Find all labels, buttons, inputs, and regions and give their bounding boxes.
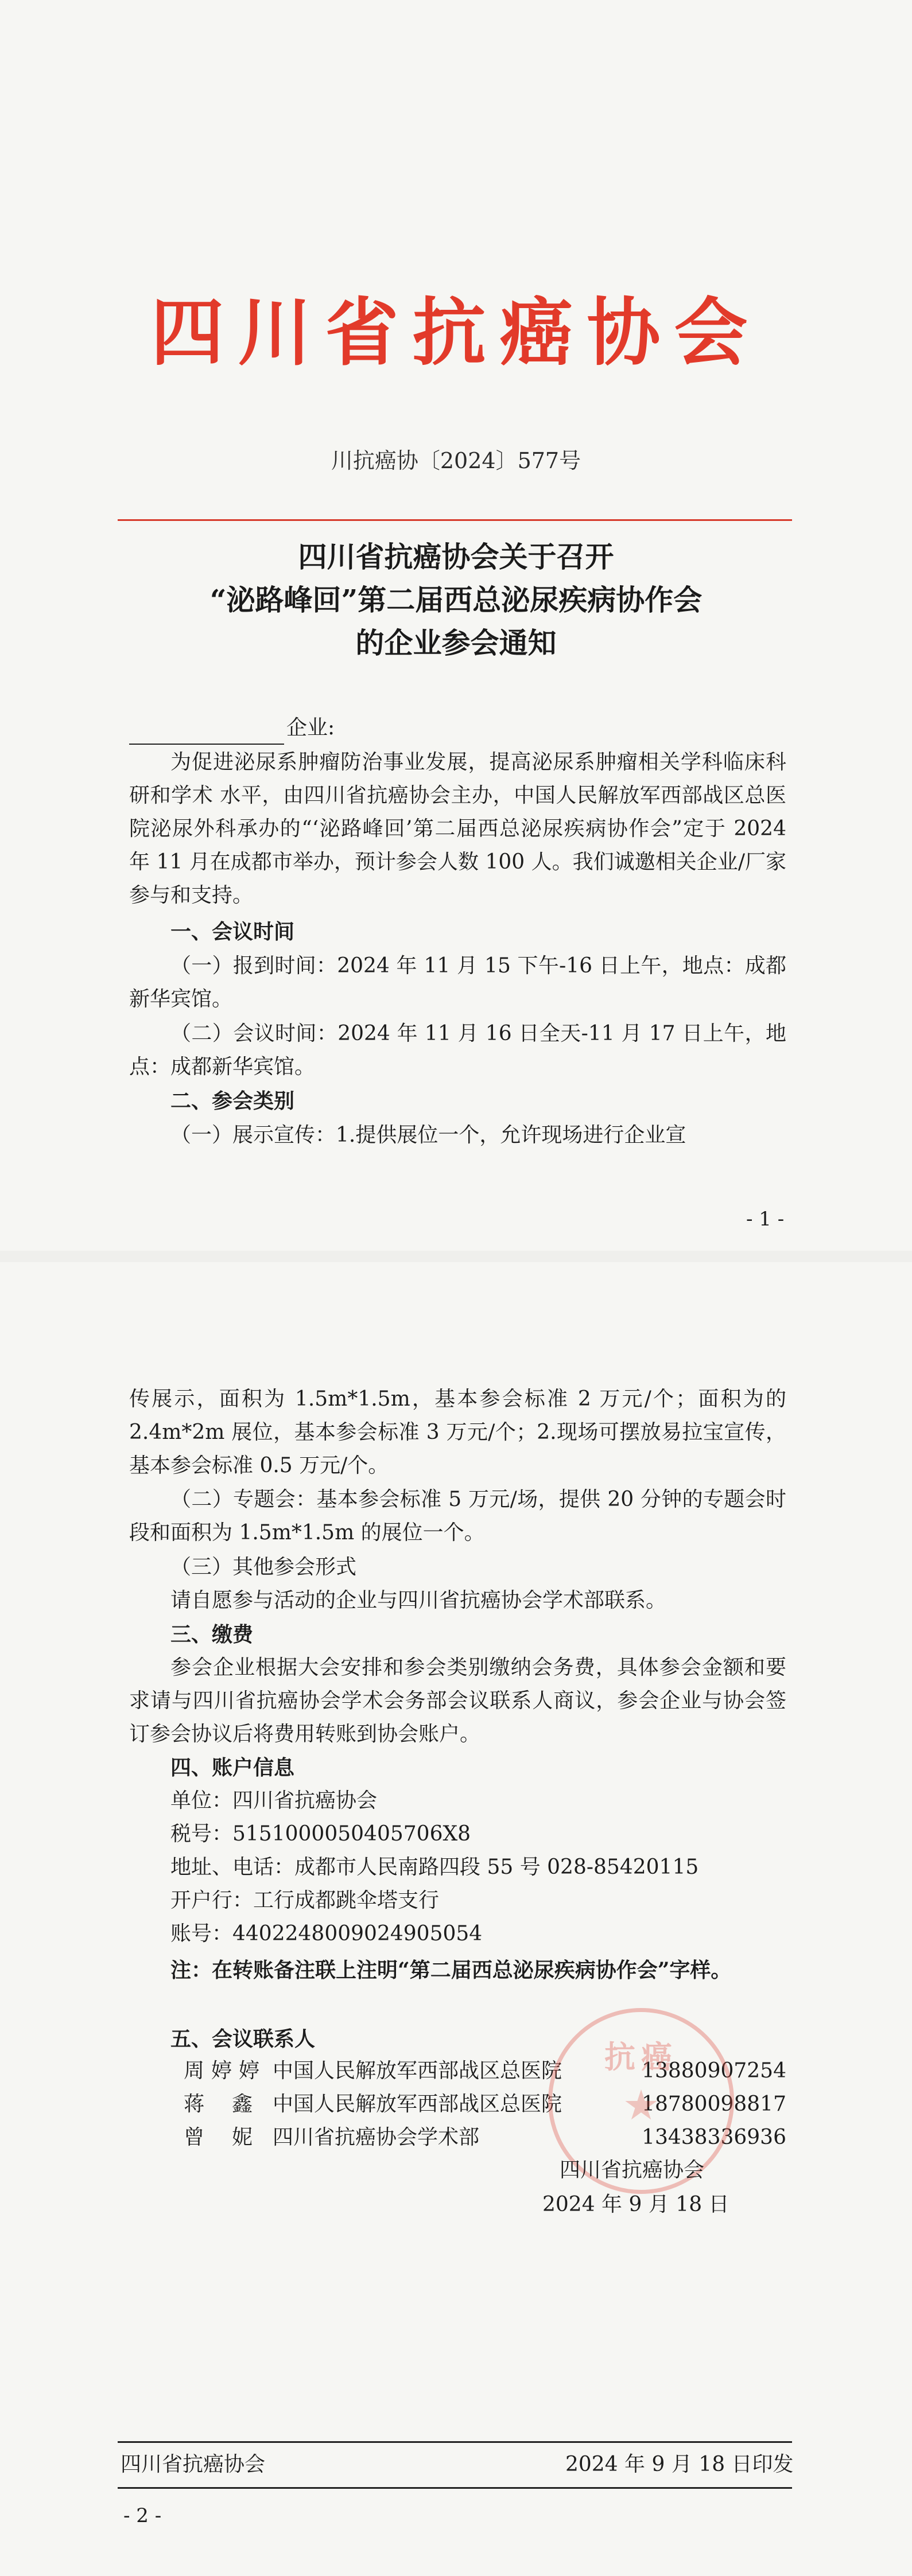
account-number: 账号：4402248009024905054 — [170, 1922, 483, 1945]
salutation — [129, 711, 786, 745]
transfer-note: 注：在转账备注联上注明“第二届西总泌尿疾病协作会”字样。 — [170, 1958, 732, 1982]
footer-rule-top — [118, 2441, 792, 2443]
footer-organization: 四川省抗癌协会 — [121, 2453, 266, 2476]
notice-title-line-1: 四川省抗癌协会关于召开 — [298, 540, 614, 574]
section-1-heading: 一、会议时间 — [170, 920, 295, 944]
signature-organization: 四川省抗癌协会 — [560, 2158, 705, 2182]
section-1-item-1: （一）报到时间：2024 年 11 月 15 下午-16 日上午，地点：成都新华宾馆。 — [129, 954, 786, 1011]
contact-org: 中国人民解放军西部战区总医院 — [273, 2059, 562, 2083]
notice-title-line-3: 的企业参会通知 — [355, 626, 557, 660]
seal-text: 抗癌 — [604, 2038, 678, 2075]
document-page-1 — [0, 0, 912, 1251]
contact-phone: 13880907254 — [642, 2059, 786, 2083]
salutation-suffix: 企业: — [286, 716, 335, 740]
page-number-1: - 1 - — [746, 1208, 785, 1231]
footer-rule-bottom — [118, 2487, 792, 2489]
footer-issue-date: 2024 年 9 月 18 日印发 — [565, 2453, 794, 2476]
contact-name: 蒋鑫 — [184, 2092, 281, 2116]
letterhead-title: 四川省抗癌协会 — [150, 290, 762, 376]
account-bank: 开户行：工行成都跳伞塔支行 — [170, 1889, 440, 1912]
account-tax-id: 税号：5151000050405706X8 — [170, 1822, 471, 1846]
section-2-item-1-start: （一）展示宣传：1.提供展位一个，允许现场进行企业宣 — [170, 1123, 686, 1147]
document-number: 川抗癌协〔2024〕577号 — [331, 448, 581, 473]
contact-name: 周婷婷 — [184, 2059, 267, 2083]
account-unit: 单位：四川省抗癌协会 — [170, 1789, 378, 1812]
page-number-2: - 2 - — [123, 2504, 162, 2527]
section-2-item-2: （二）专题会：基本参会标准 5 万元/场，提供 20 分钟的专题会时段和面积为 1.5m*1.5m 的展位一个。 — [129, 1488, 786, 1544]
contact-name: 曾妮 — [184, 2126, 281, 2149]
contact-org: 四川省抗癌协会学术部 — [273, 2126, 480, 2149]
contact-phone: 13438336936 — [642, 2126, 786, 2149]
seal-star-icon: ★ — [622, 2081, 660, 2129]
section-1-item-2: （二）会议时间：2024 年 11 月 16 日全天-11 月 17 日上午，地点：成都新华宾馆。 — [129, 1022, 786, 1079]
document-page-2 — [0, 1262, 912, 2576]
section-2-item-3-desc: 请自愿参与活动的企业与四川省抗癌协会学术部联系。 — [170, 1589, 667, 1612]
section-2-item-3: （三）其他参会形式 — [170, 1555, 357, 1579]
intro-paragraph: 为促进泌尿系肿瘤防治事业发展，提高泌尿系肿瘤相关学科临床科研和学术 水平，由四川省抗癌协会主办，中国人民解放军西部战区总医院泌尿外科承办的“‘泌路峰回’第二届西总泌尿疾病协作会”定于 2024 年 11 月在成都市举办，预计参会人数 100 人。我们诚邀相关企业/厂家参与和支持。 — [129, 750, 786, 907]
notice-title-line-2: “泌路峰回”第二届西总泌尿疾病协作会 — [209, 583, 703, 617]
contact-phone: 18780098817 — [642, 2092, 786, 2116]
section-3-text: 参会企业根据大会安排和参会类别缴纳会务费，具体参会金额和要求请与四川省抗癌协会学术会务部会议联系人商议，参会企业与协会签订参会协议后将费用转账到协会账户。 — [129, 1656, 786, 1746]
contact-org: 中国人民解放军西部战区总医院 — [273, 2092, 562, 2116]
company-blank — [129, 723, 284, 745]
signature-date: 2024 年 9 月 18 日 — [542, 2193, 729, 2216]
red-divider — [118, 519, 792, 521]
section-3-heading: 三、缴费 — [170, 1622, 254, 1647]
section-4-heading: 四、账户信息 — [170, 1756, 295, 1780]
account-address: 地址、电话：成都市人民南路四段 55 号 028-85420115 — [170, 1855, 699, 1879]
section-5-heading: 五、会议联系人 — [170, 2027, 316, 2051]
section-2-item-1-continued: 传展示，面积为 1.5m*1.5m，基本参会标准 2 万元/个；面积为的 2.4m*2m 展位，基本参会标准 3 万元/个；2.现场可摆放易拉宝宣传，基本参会标准 0.5 万元/个。 — [129, 1387, 786, 1477]
section-2-heading: 二、参会类别 — [170, 1089, 295, 1113]
